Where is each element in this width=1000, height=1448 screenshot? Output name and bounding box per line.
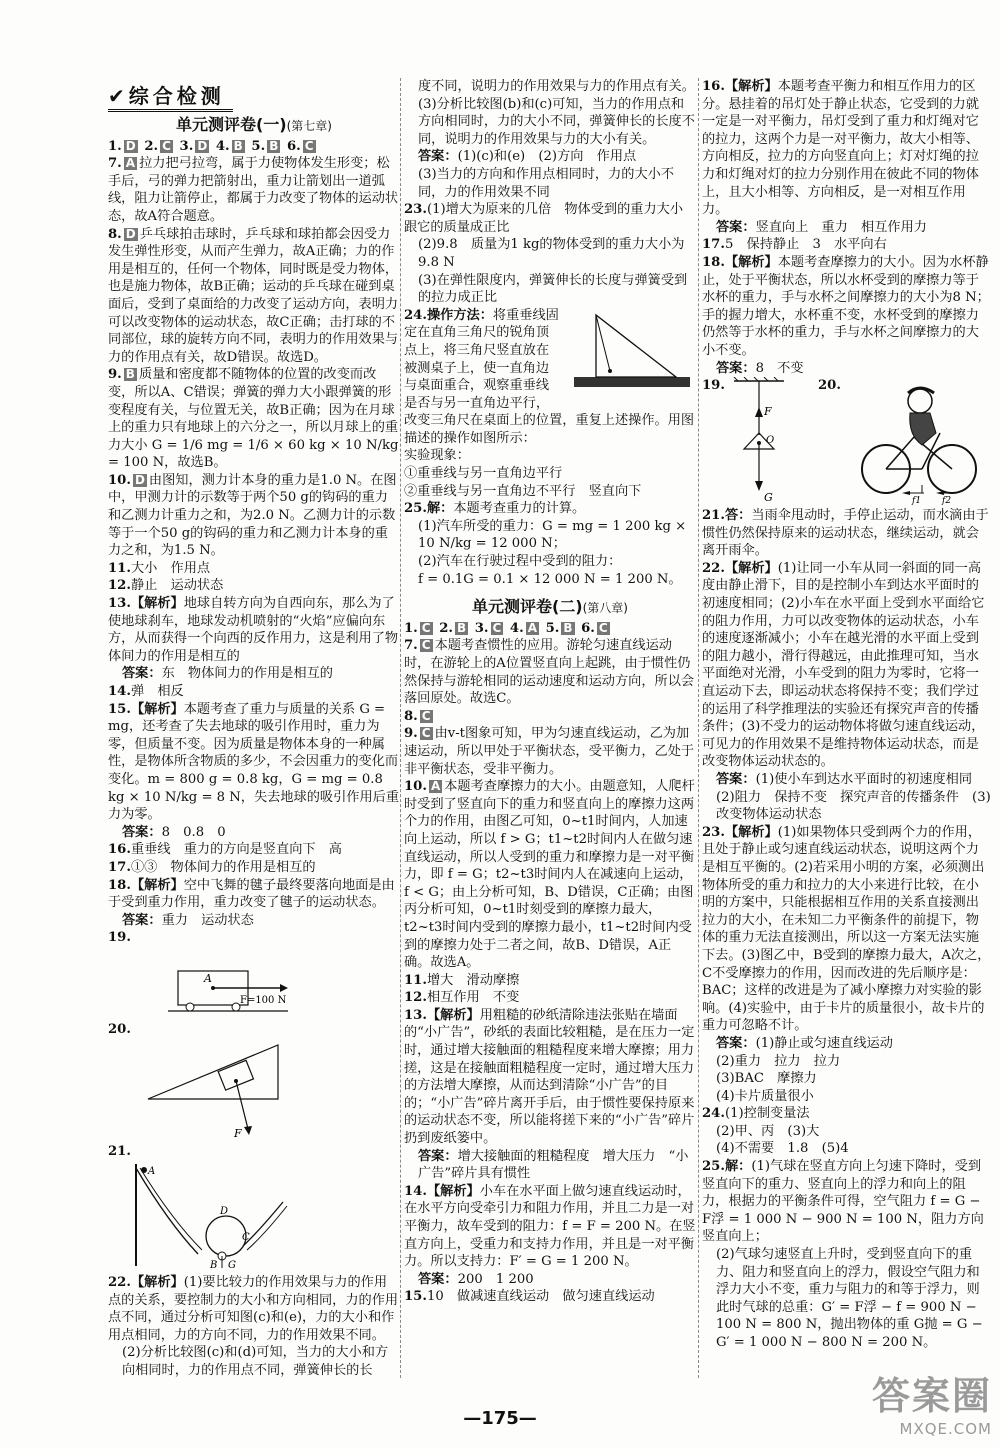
unit-2-title: 单元测评卷(二)(第八章) [471,597,628,617]
u2-q19-label-g: G [764,491,773,505]
u1-q7: 7. A 拉力把弓拉弯，属于力使物体发生形变；松手后，弓的弹力把箭射出，重力让箭划出一道弧线，阻力让箭停止，都属于力改变了物体的运动状态，故A符合题意。 [108,156,399,224]
u2-q23-answer-3: (3)BAC 摩擦力 [716,1071,817,1087]
u1-q9: 9. B 质量和密度都不随物体的位置的改变而改变，所以A、C错误；弹簧的弹力大小跟弹簧的形变程度有关，与位置无关，故B正确；因为在月球上的重力只有地球上的六分之一，所以月球上的重力大小 G = 1/6 mg = 1/6 × 60 kg × 10 N/kg = 100 N，故选B。 [108,367,399,471]
u1-q21-figure [108,1162,318,1272]
u1-q21-label-a: A [148,1166,156,1178]
u1-q13-answer: 答案：东 物体间力的作用是相互的 [122,666,333,682]
u1-q14: 14.弹 相反 [108,684,184,699]
u2-q22-answer: 答案：(1)使小车到达水平面时的初速度相同 [716,772,973,787]
u2-q13-answer: 答案：增大接触面的粗糙程度 增大压力 “小广告”碎片具有惯性 [418,1148,689,1182]
u1-q21-label-c: C [242,1232,250,1244]
u2-q8: 8. C [404,708,431,724]
u1-q22-cont: 度不同，说明力的作用效果与力的作用点有关。 [418,79,695,94]
u1-q22-answer: 答案：(1)(c)和(e) (2)方向 作用点 [418,149,637,165]
u2-q23-answer-4: (4)卡片质量很小 [716,1088,814,1104]
section-title: ✔综合检测 [108,80,233,112]
u2-q11: 11.增大 滑动摩擦 [404,972,520,988]
u2-q13: 13.【解析】用粗糙的砂纸清除违法张贴在墙面的“小广告”，砂纸的表面比较粗糙，是在压力一定时，通过增大接触面的粗糙程度来增大摩擦；用力搓，这是在接触面粗糙程度一定时，通过增大压力的方法增大摩擦，从而达到清除“小广告”的目的；“小广告”碎片离开手后，由于惯性要保持原来的运动状态不变，所以能将搓下来的“小广告”碎片扔到废纸篓中。 [404,1007,695,1147]
u2-q22-answer-2: (2)阻力 保持不变 探究声音的传播条件 (3)改变物体运动状态 [716,789,991,823]
u2-q19-label-o: O [766,435,775,447]
u1-q18: 18.【解析】空中飞舞的毽子最终要落向地面是由于受到重力作用，重力改变了毽子的运动状态。 [108,877,395,911]
column-divider [698,78,699,1378]
u2-q24-3: (4)不需要 1.8 (5)4 [716,1141,849,1157]
page-number: —175— [463,1408,537,1429]
u1-q20: 20. [108,1021,131,1037]
u1-q19-figure [108,949,308,1019]
u1-q13: 13.【解析】地球自转方向为自西向东，那么为了使地球刹车，地球发动机喷射的“火焰”应偏向东方，从而获得一个向西的反作用力，这是利用了物体间力的作用是相互的 [108,596,399,664]
u2-q22: 22.【解析】(1)让同一小车从同一斜面的同一高度由静止滑下，目的是控制小车到达水平面时的初速度相同；(2)小车在水平面上受到水平面给它的阻力作用，力可以改变物体的运动状态，小车的速度逐渐减小；小车在越光滑的水平面上受到的阻力越小，滑行得越远，由此推理可知，当水平面绝对光滑，小车受到的阻力为零时，它将一直运动下去，即运动状态将保持不变；我们学过的运用了科学推理法的实验还有探究声音的传播条件；(3)不受力的运动物体将做匀速直线运动，可见力的作用效果不是维持物体运动状态，而是改变物体运动状态的。 [702,560,985,770]
u1-q15-answer: 答案：8 0.8 0 [122,824,226,840]
u2-q17: 17.5 保持静止 3 水平向右 [702,237,887,253]
u2-q14: 14.【解析】小车在水平面上做匀速直线运动时，在水平方向受牵引力和阻力作用，并且二力是一对平衡力，故车受到的阻力：f = F = 200 N。在竖直方向上，受重力和支持力作用，并且是一对平衡力。所以支持力：F′ = G = 1 200 N。 [404,1183,696,1270]
u2-q23: 23.【解析】(1)如果物体只受到两个力的作用，且处于静止或匀速直线运动状态，说明这两个力是相互平衡的。(2)若采用小明的方案，必须测出物体所受的重力和拉力的大小来进行比较，在小明的方案中，只能根据相互作用的关系直接测出拉力的大小，在未知二力平衡条件的前提下，物体的重力无法直接测出，所以这一方案无法实施下去。(3)图乙中，B受到的摩擦力最大，A次之，C不受摩擦力的作用，因而改进的先后顺序是：BAC；这样的改进是为了减小摩擦力对实验的影响。(4)实验中，由于卡片的质量很小，故卡片的重力可忽略不计。 [702,824,991,1034]
u2-q21: 21.答：当雨伞甩动时，手停止运动，而水滴由于惯性仍然保持原来的运动状态，继续运动，就会离开雨伞。 [702,508,989,559]
u1-q25: 25.解：本题考查重力的计算。 [404,501,586,517]
watermark-url: MXQE.COM [899,1420,992,1438]
unit-2-mc-answers: 1. C 2. B 3. C 4. A 5. B 6. C [404,620,608,636]
column-divider [400,78,401,1378]
unit-1-title: 单元测评卷(一)(第七章) [175,115,332,134]
u2-q18-answer: 答案：8 不变 [716,360,804,376]
u2-q15: 15.10 做减速直线运动 做匀速直线运动 [404,1289,655,1305]
column-1 [108,112,400,1380]
u2-q23-answer: 答案：(1)静止或匀速直线运动 [716,1035,893,1051]
u2-q19-number: 19. [702,378,725,394]
u2-q19-q20-figures [702,377,992,507]
u2-q20-number: 20. [818,378,841,394]
u1-q22-part3: (3)分析比较图(b)和(c)可知，当力的作用点和方向相同时，力的大小不同，弹簧伸长的长度不同，说明力的作用效果与力的大小有关。 [418,96,695,147]
column-2 [404,78,696,1306]
u1-q15: 15.【解析】本题考查了重力与质量的关系 G = mg，还考查了失去地球的吸引作用时，重力为零，但质量不变。因为质量是物体本身的一种属性，是物体所含物质的多少，不会因重力的变化而变化。m = 800 g = 0.8 kg，G = mg = 0.8 kg × 10 N/kg = 8 N，失去地球的吸引作用后重力为零。 [108,701,400,823]
u1-q19: 19. [108,930,131,946]
u1-q18-answer: 答案：重力 运动状态 [122,912,254,928]
u1-q21-label-d: D [220,1206,229,1218]
u1-q23-2: (2)9.8 质量为1 kg的物体受到的重力大小为9.8 N [418,237,685,270]
u2-q18: 18.【解析】本题考查摩擦力的大小。因为水杯静止，处于平衡状态，所以水杯受到的摩擦力等于水杯的重力，手与水杯之间摩擦力的大小为8 N；手的握力增大，水杯重不变，水杯受到的摩擦力仍然等于水杯的重力，手与水杯之间摩擦力的大小不变。 [702,254,990,358]
u1-q8: 8. D 乒乓球拍击球时，乒乓球和球拍都会因受力发生弹性形变，从而产生弹力，故A正确；力的作用是相互的，任何一个物体，同时既是受力物体，也是施力物体，故B正确；运动的乒乓球在碰到桌面后，受到了桌面给的力改变了运动方向，表明力可以改变物体的运动状态，故C正确；击打球的不同部位，球的旋转方向不同，表明力的作用效果与力的作用点有关，故D错误。故选D。 [108,226,399,365]
u1-q23: 23.(1)增大为原来的几倍 物体受到的重力大小跟它的质量成正比 [404,202,684,235]
u1-q24: 24.操作方法：将重垂线固定在直角三角尺的锐角顶点上，将三角尺竖直放在被测桌子上，使一直角边与桌面重合，观察重垂线是否与另一直角边平行，改变三角尺在桌面上的位置，重复上述操作。用图描述的操作如图所示： 实验现象： ①重垂线与另一直角边平行 ②重垂线与另一直角边不平行 竖直向下 [404,307,695,499]
u1-q17: 17.①③ 物体间力的作用是相互的 [108,859,316,875]
u2-q10: 10. A 本题考查摩擦力的大小。由题意知，人爬杆时受到了竖直向下的重力和竖直向上的摩擦力这两个力的作用，由图乙可知，0~t1时间内，人加速向上运动，所以 f > G；t1~t2时间内人在做匀速直线运动，所以人受到的重力和摩擦力是一对平衡力，即 f = G；t2~t3时间内人在减速向上运动，f < G；由上分析可知，B、D错误，C正确；由图丙分析可知，0~t1时刻受到的摩擦力最大，t2~t3时间内受到的摩擦力最小，t1~t2时间内受到的摩擦力处于二者之间，故B、D错误，A正确。故选A。 [404,779,695,971]
u1-q22-answer-3: (3)当力的方向和作用点相同时，力的大小不同，力的作用效果不同 [418,166,675,200]
u2-q23-answer-2: (2)重力 拉力 拉力 [716,1053,841,1069]
watermark-logo: 答案圈 [871,1374,992,1418]
u2-q25-2: (2)气球匀速竖直上升时，受到竖直向下的重力、阻力和竖直向上的浮力，假设空气阻力和浮力大小不变，重力与阻力的和等于浮力，则此时气球的总重：G′ = F浮 − f = 900 N − 100 N = 800 N，抛出物体的重 G抛 = G − G′ = 1 000 N − 800 N = 200 N。 [716,1247,983,1350]
u1-q10: 10. D 由图知，测力计本身的重力是1.0 N。在图中，甲测力计的示数等于两个50 g的钩码的重力和乙测力计重力之和，为2.0 N。乙测力计的示数等于一个50 g的钩码的重力和乙测力计本身的重力之和，为1.5 N。 [108,472,397,559]
u2-q12: 12.相互作用 不变 [404,990,520,1006]
u1-q25-3: f = 0.1G = 0.1 × 12 000 N = 1 200 N。 [418,571,682,587]
u1-q24-figure [566,307,696,397]
u2-q25: 25.解：(1)气球在竖直方向上匀速下降时，受到竖直向下的重力、竖直向上的浮力和向上的阻力，根据力的平衡条件可得，空气阻力 f = G − F浮 = 1 000 N − 900 N = 100 N，阻力方向竖直向上； [702,1159,984,1245]
u2-q20-label-f1: f1 [912,496,922,506]
u2-q9: 9. C 由v-t图象可知，甲为匀速直线运动，乙为加速运动，所以甲处于平衡状态，受平衡力，乙处于非平衡状态，受非平衡力。 [404,726,695,777]
watermark [872,1365,992,1438]
unit-1-mc-answers: 1. D 2. C 3. D 4. B 5. B 6. C [108,138,314,154]
u1-q21: 21. [108,1143,131,1159]
u2-q24: 24.(1)控制变量法 [702,1106,810,1122]
u2-q7: 7. C 本题考查惯性的应用。游轮匀速直线运动时，在游轮上的A位置竖直向上起跳，由于惯性仍然保持与游轮相同的运动速度和运动方向，所以会落回原处。故选C。 [404,638,695,707]
u1-q25-2: (2)汽车在行驶过程中受到的阻力： [418,554,622,570]
u1-q16: 16.重垂线 重力的方向是竖直向下 高 [108,842,342,858]
u2-q14-answer: 答案：200 1 200 [418,1271,534,1287]
u2-q20-figure [844,377,984,505]
u2-q24-2: (2)甲、丙 (3)大 [716,1123,820,1139]
u1-q25-1: (1)汽车所受的重力：G = mg = 1 200 kg × 10 N/kg = 12 000 N； [418,518,687,552]
u1-q23-3: (3)在弹性限度内，弹簧伸长的长度与弹簧受到的拉力成正比 [418,272,688,306]
u1-q11: 11.大小 作用点 [108,560,211,576]
u1-q19-label-a: A [204,971,212,985]
u2-q16: 16.【解析】本题考查平衡力和相互作用力的区分。悬挂着的吊灯处于静止状态，它受到的力就一定是一对平衡力，吊灯受到了重力和灯绳对它的拉力，这两个力是一对平衡力，故大小相等、方向相反，拉力的方向竖直向上；灯对灯绳的拉力和灯绳对灯的拉力分别作用在彼此不同的物体上，且大小相等、方向相反，是一对相互作用力。 [702,79,979,218]
column-3 [702,78,992,1352]
u1-q20-figure [108,1041,308,1141]
u1-q22-part2: (2)分析比较图(c)和(d)可知，当力的大小和方向相同时，力的作用点不同，弹簧伸长的长 [122,1345,389,1379]
u2-q20-label-f2: f2 [942,496,952,506]
u2-q16-answer: 答案：竖直向上 重力 相互作用力 [716,219,927,235]
u2-q19-label-f: F [764,405,772,419]
u2-q19-figure [724,377,814,505]
u1-q20-label-f: F [234,1126,242,1140]
u1-q19-label-force: F=100 N [240,994,287,1006]
u1-q21-label-b: B [210,1260,218,1272]
u1-q12: 12.静止 运动状态 [108,578,224,594]
u1-q22: 22.【解析】(1)要比较力的作用效果与力的作用点的关系，要控制力的大小和方向相同，力的作用点不同，通过分析可知图(c)和(e)，力的大小和作用点相同，力的方向不同，力的作用效果不同。 [108,1275,399,1343]
u1-q21-label-g: G [228,1260,236,1272]
